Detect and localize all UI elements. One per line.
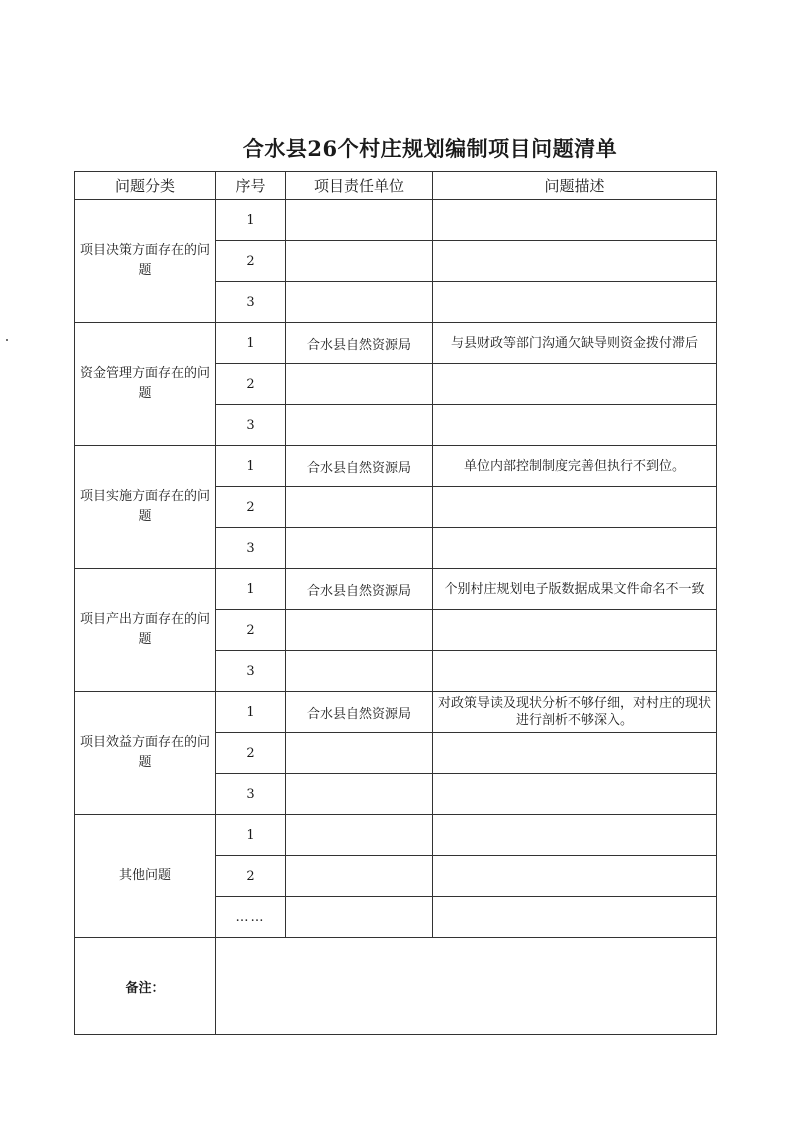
header-category: 问题分类 [75,172,216,200]
header-seq: 序号 [216,172,286,200]
unit-cell [286,200,433,241]
unit-cell [286,610,433,651]
seq-cell: 1 [216,323,286,364]
seq-cell: 3 [216,774,286,815]
unit-cell [286,856,433,897]
seq-cell: 2 [216,856,286,897]
seq-cell: 1 [216,569,286,610]
desc-cell [433,282,717,323]
header-desc: 问题描述 [433,172,717,200]
unit-cell [286,405,433,446]
seq-cell: 3 [216,405,286,446]
desc-cell [433,651,717,692]
seq-cell: 1 [216,815,286,856]
document-title: 合水县26个村庄规划编制项目问题清单 [242,136,618,161]
remark-content [216,938,717,1035]
table-row [75,446,717,487]
seq-cell: 3 [216,651,286,692]
unit-cell: 合水县自然资源局 [286,446,433,487]
seq-cell: 3 [216,528,286,569]
table-row [75,569,717,610]
desc-cell: 对政策导读及现状分析不够仔细，对村庄的现状进行剖析不够深入。 [433,692,717,733]
seq-cell: 2 [216,487,286,528]
seq-cell: 3 [216,282,286,323]
category-cell: 项目决策方面存在的问题 [75,200,216,323]
category-cell: 资金管理方面存在的问题 [75,323,216,446]
seq-cell: 2 [216,610,286,651]
unit-cell [286,774,433,815]
seq-cell: 2 [216,241,286,282]
desc-cell: 与县财政等部门沟通欠缺导则资金拨付滞后 [433,323,717,364]
unit-cell [286,815,433,856]
unit-cell: 合水县自然资源局 [286,569,433,610]
table-row [75,323,717,364]
desc-cell [433,733,717,774]
remark-label: 备注： [75,938,216,1035]
header-unit: 项目责任单位 [286,172,433,200]
desc-cell [433,200,717,241]
seq-cell: …… [216,897,286,938]
table-row [75,815,717,856]
desc-cell [433,856,717,897]
unit-cell [286,364,433,405]
desc-cell [433,815,717,856]
unit-cell [286,897,433,938]
remark-row [75,938,717,1035]
desc-cell [433,774,717,815]
unit-cell: 合水县自然资源局 [286,323,433,364]
unit-cell [286,487,433,528]
unit-cell: 合水县自然资源局 [286,692,433,733]
unit-cell [286,651,433,692]
header-row [75,172,717,200]
table-row [75,692,717,733]
problem-list-table [74,171,717,1035]
table-row [75,200,717,241]
unit-cell [286,241,433,282]
unit-cell [286,282,433,323]
desc-cell [433,405,717,446]
desc-cell [433,364,717,405]
category-cell: 其他问题 [75,815,216,938]
seq-cell: 2 [216,733,286,774]
desc-cell [433,897,717,938]
desc-cell [433,610,717,651]
desc-cell [433,487,717,528]
scan-speck [6,339,8,341]
desc-cell: 单位内部控制制度完善但执行不到位。 [433,446,717,487]
seq-cell: 1 [216,446,286,487]
desc-cell [433,528,717,569]
desc-cell [433,241,717,282]
unit-cell [286,528,433,569]
category-cell: 项目效益方面存在的问题 [75,692,216,815]
unit-cell [286,733,433,774]
category-cell: 项目产出方面存在的问题 [75,569,216,692]
seq-cell: 1 [216,200,286,241]
desc-cell: 个别村庄规划电子版数据成果文件命名不一致 [433,569,717,610]
category-cell: 项目实施方面存在的问题 [75,446,216,569]
seq-cell: 1 [216,692,286,733]
seq-cell: 2 [216,364,286,405]
